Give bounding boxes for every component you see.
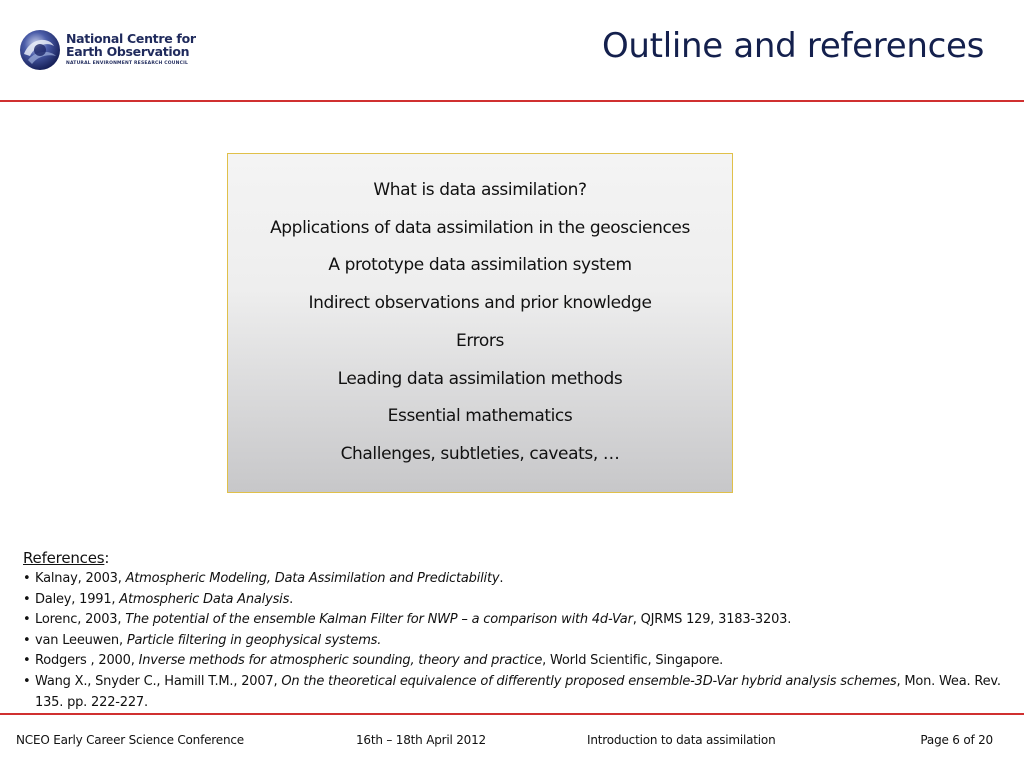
reference-item: • Lorenc, 2003, The potential of the ensemble Kalman Filter for NWP – a comparison with 4d-Var, QJRMS 129, 3183-3203. (23, 610, 1003, 631)
header-divider (0, 100, 1024, 102)
footer-divider (0, 713, 1024, 715)
footer-conference: NCEO Early Career Science Conference (16, 733, 244, 747)
nceo-logo (18, 26, 218, 76)
reference-item: • Kalnay, 2003, Atmospheric Modeling, Data Assimilation and Predictability. (23, 569, 1003, 590)
reference-item: • Wang X., Snyder C., Hamill T.M., 2007, On the theoretical equivalence of differently proposed ensemble-3D-Var hybrid analysis schemes, Mon. Wea. Rev. 135. pp. 222-227. (23, 672, 1003, 713)
reference-item: • Rodgers , 2000, Inverse methods for atmospheric sounding, theory and practice, World Scientific, Singapore. (23, 651, 1003, 672)
references-heading: References: (23, 549, 110, 567)
outline-item: Leading data assimilation methods (337, 368, 623, 389)
reference-item: • Daley, 1991, Atmospheric Data Analysis. (23, 590, 1003, 611)
outline-box (227, 153, 733, 493)
outline-item: Essential mathematics (387, 406, 573, 427)
footer-dates: 16th – 18th April 2012 (356, 733, 486, 747)
logo-name-line-1: National Centre for (66, 31, 196, 46)
reference-item: • van Leeuwen, Particle filtering in geophysical systems. (23, 631, 1003, 652)
outline-item: Applications of data assimilation in the geosciences (270, 217, 690, 238)
references-section (23, 547, 1003, 713)
slide-title: Outline and references (601, 26, 984, 66)
logo-name-line-2: Earth Observation (66, 44, 190, 59)
outline-item: Challenges, subtleties, caveats, … (340, 444, 620, 465)
outline-item: A prototype data assimilation system (328, 255, 632, 276)
globe-swirl-icon (18, 28, 62, 72)
footer-topic: Introduction to data assimilation (587, 733, 776, 747)
logo-council-line: NATURAL ENVIRONMENT RESEARCH COUNCIL (66, 61, 189, 66)
outline-item: Indirect observations and prior knowledge (308, 293, 652, 314)
outline-item: Errors (456, 330, 504, 351)
outline-item: What is data assimilation? (373, 179, 587, 200)
footer-page-number: Page 6 of 20 (920, 733, 993, 747)
